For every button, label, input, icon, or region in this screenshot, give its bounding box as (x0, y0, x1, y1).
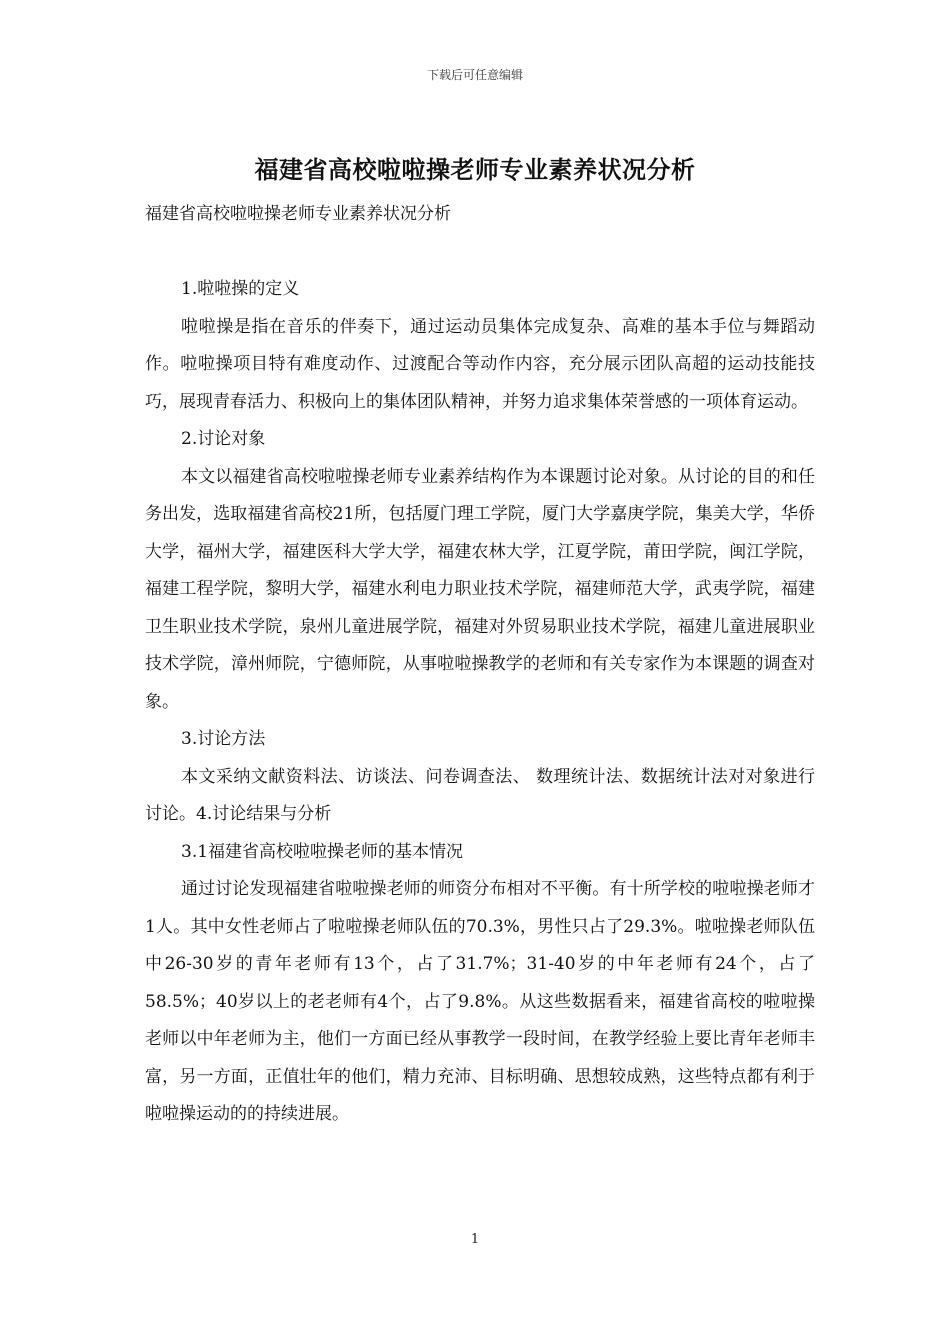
section-heading-definition: 1.啦啦操的定义 (181, 279, 300, 299)
header-note: 下载后可任意编辑 (426, 68, 523, 82)
paragraph-basic-situation: 通过讨论发现福建省啦啦操老师的师资分布相对不平衡。有十所学校的啦啦操老师才1人。其中女性老师占了啦啦操老师队伍的70.3%，男性只占了29.3%。啦啦操老师队伍中26-30岁的青年老师有13个，占了31.7%；31-40岁的中年老师有24个，占了58.5%；40岁以上的老老师有4个，占了9.8%。从这些数据看来，福建省高校的啦啦操老师以中年老师为主，他们一方面已经从事教学一段时间，在教学经验上要比青年老师丰富，另一方面，正值壮年的他们，精力充沛、目标明确、思想较成熟，这些特点都有利于啦啦操运动的的持续进展。 (145, 879, 815, 1124)
section-heading-methods: 3.讨论方法 (181, 729, 266, 749)
document-subtitle: 福建省高校啦啦操老师专业素养状况分析 (145, 204, 451, 224)
document-body (145, 196, 815, 1134)
document-title: 福建省高校啦啦操老师专业素养状况分析 (254, 156, 696, 184)
section-heading-subjects: 2.讨论对象 (181, 429, 266, 449)
section-heading-basic-situation: 3.1福建省高校啦啦操老师的基本情况 (181, 841, 464, 862)
paragraph-definition: 啦啦操是指在音乐的伴奏下，通过运动员集体完成复杂、高难的基本手位与舞蹈动作。啦啦操项目特有难度动作、过渡配合等动作内容，充分展示团队高超的运动技能技巧，展现青春活力、积极向上的集体团队精神，并努力追求集体荣誉感的一项体育运动。 (145, 316, 815, 412)
paragraph-subjects: 本文以福建省高校啦啦操老师专业素养结构作为本课题讨论对象。从讨论的目的和任务出发，选取福建省高校21所，包括厦门理工学院，厦门大学嘉庚学院，集美大学，华侨大学，福州大学，福建医科大学大学，福建农林大学，江夏学院，莆田学院，闽江学院，福建工程学院，黎明大学，福建水利电力职业技术学院，福建师范大学，武夷学院，福建卫生职业技术学院，泉州儿童进展学院，福建对外贸易职业技术学院，福建儿童进展职业技术学院，漳州师院，宁德师院，从事啦啦操教学的老师和有关专家作为本课题的调查对象。 (145, 466, 815, 712)
paragraph-methods: 本文采纳文献资料法、访谈法、问卷调查法、 数理统计法、数据统计法对对象进行讨论。4.讨论结果与分析 (145, 766, 815, 824)
page-number: 1 (470, 1232, 480, 1247)
